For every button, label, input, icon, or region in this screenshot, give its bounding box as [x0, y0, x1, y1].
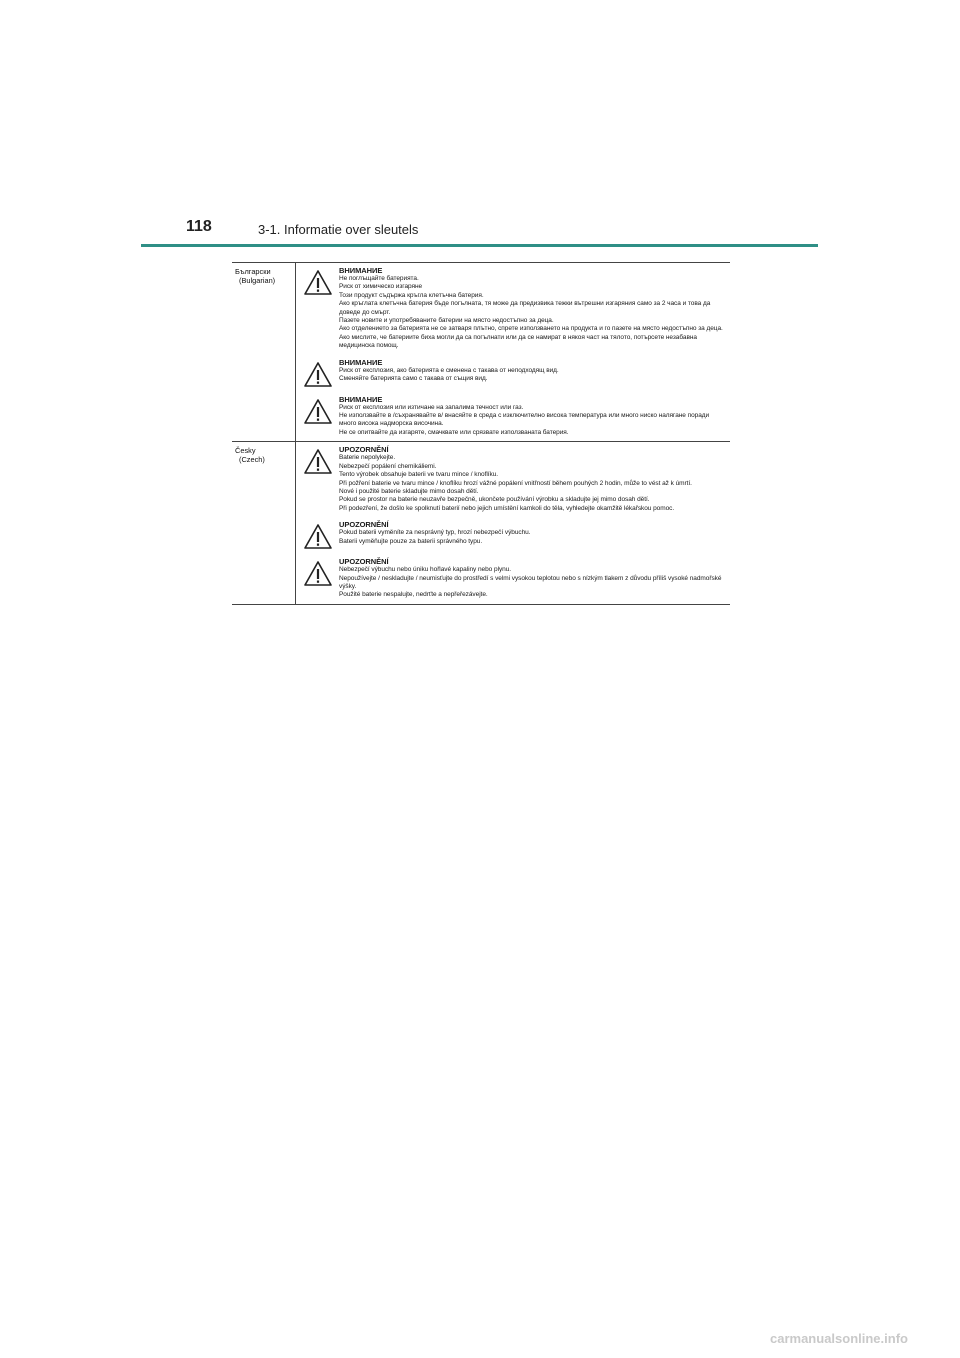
warning-item [296, 395, 728, 438]
warning-triangle-icon [303, 269, 333, 296]
warning-line: Риск от химическо изгаряне [339, 283, 423, 291]
language-code: (Bulgarian) [239, 276, 276, 285]
language-name: Česky [235, 446, 256, 456]
warning-line: Ако мислите, че батериите биха могли да са погълнати или да се намират в някоя част на тялото, потърсете незабавна медицинска помощ. [339, 333, 697, 350]
warning-line: Pokud se prostor na baterie neuzavře bezpečně, ukončete používání výrobku a skladujte jej mimo dosah dětí. [339, 496, 650, 504]
warning-line: Použité baterie nespalujte, nedrťte a nepřeřezávejte. [339, 591, 488, 599]
warning-triangle-icon [303, 398, 333, 425]
warning-line: Baterie nepolykejte. [339, 454, 396, 462]
warning-line: Nebezpečí výbuchu nebo úniku hořlavé kapaliny nebo plynu. [339, 566, 512, 574]
section-title: 3-1. Informatie over sleutels [258, 222, 419, 237]
warning-line: Ако кръглата клетъчна батерия бъде погълната, тя може да предизвика тежки вътрешни изгаряния само за 2 часа и това да доведе до смърт. [339, 300, 711, 316]
warning-line: Při požření baterie ve tvaru mince / knoflíku hrozí vážné popálení vnitřností během pouhých 2 hodin, může to vést až k úmrtí. [339, 479, 692, 487]
warning-triangle-icon [303, 560, 333, 587]
warning-title: UPOZORNĚNÍ [339, 557, 389, 567]
site-watermark: carmanualsonline.info [770, 1331, 908, 1346]
warning-line: Nové i použité baterie skladujte mimo dosah dětí. [339, 487, 479, 495]
warning-item [296, 557, 728, 600]
warning-line: Не се опитвайте да изгаряте, смачквате или срязвате използваната батерия. [339, 428, 569, 436]
warning-line: Ако отделението за батерията не се затваря плътно, спрете използването на продукта и го пазете на място недостъпно за деца. [339, 325, 723, 333]
warning-line: Пазете новите и употребяваните батерии на място недостъпно за деца. [339, 317, 554, 325]
warning-item [296, 445, 728, 513]
warning-line: Tento výrobek obsahuje baterii ve tvaru mince / knoflíku. [339, 471, 499, 479]
warning-line: Při podezření, že došlo ke spolknutí baterií nebo jejich umístění kamkoli do těla, vyhledejte okamžitě lékařskou pomoc. [339, 504, 675, 512]
warning-line: Не поглъщайте батерията. [339, 275, 419, 282]
warning-line: Сменяйте батерията само с такава от същия вид. [339, 375, 488, 383]
language-code: (Czech) [239, 455, 265, 465]
warning-line: Pokud baterii vyměníte za nesprávný typ, hrozí nebezpečí výbuchu. [339, 529, 531, 537]
warning-item [296, 266, 728, 351]
warning-line: Nebezpečí popálení chemikáliemi. [339, 462, 437, 470]
warning-triangle-icon [303, 523, 333, 550]
language-label [232, 442, 296, 603]
language-block-czech [232, 441, 730, 603]
warning-item [296, 520, 728, 550]
warning-title: UPOZORNĚNÍ [339, 520, 389, 530]
warnings-list [296, 442, 730, 603]
warning-title: ВНИМАНИЕ [339, 266, 383, 275]
warning-triangle-icon [303, 448, 333, 475]
warning-line: Не използвайте в /съхранявайте в/ внасяйте в среда с изключително висока температура или много ниско налягане поради много висока надморска височина. [339, 412, 710, 428]
language-block-bulgarian [232, 263, 730, 441]
warning-title: ВНИМАНИЕ [339, 357, 383, 367]
warning-item [296, 358, 728, 388]
battery-warning-table [232, 262, 730, 605]
language-name: Български [235, 267, 271, 276]
warning-line: Риск от експлозия, ако батерията е сменена с такава от неподходящ вид. [339, 366, 559, 374]
warning-line: Този продукт съдържа кръгла клетъчна батерия. [339, 291, 484, 299]
warnings-list [296, 263, 730, 441]
warning-line: Nepoužívejte / neskladujte / neumisťujte do prostředí s velmi vysokou teplotou nebo s nízkým tlakem z důvodu příliš vysoké nadmořské výšky. [339, 574, 722, 590]
header-rule [141, 244, 818, 247]
warning-line: Baterii vyměňujte pouze za baterii správného typu. [339, 537, 483, 545]
language-label [232, 263, 296, 441]
warning-line: Риск от експлозия или изтичане на запалима течност или газ. [339, 403, 524, 411]
page-number: 118 [186, 218, 212, 235]
warning-triangle-icon [303, 361, 333, 388]
warning-title: ВНИМАНИЕ [339, 394, 383, 404]
warning-title: UPOZORNĚNÍ [339, 445, 389, 455]
